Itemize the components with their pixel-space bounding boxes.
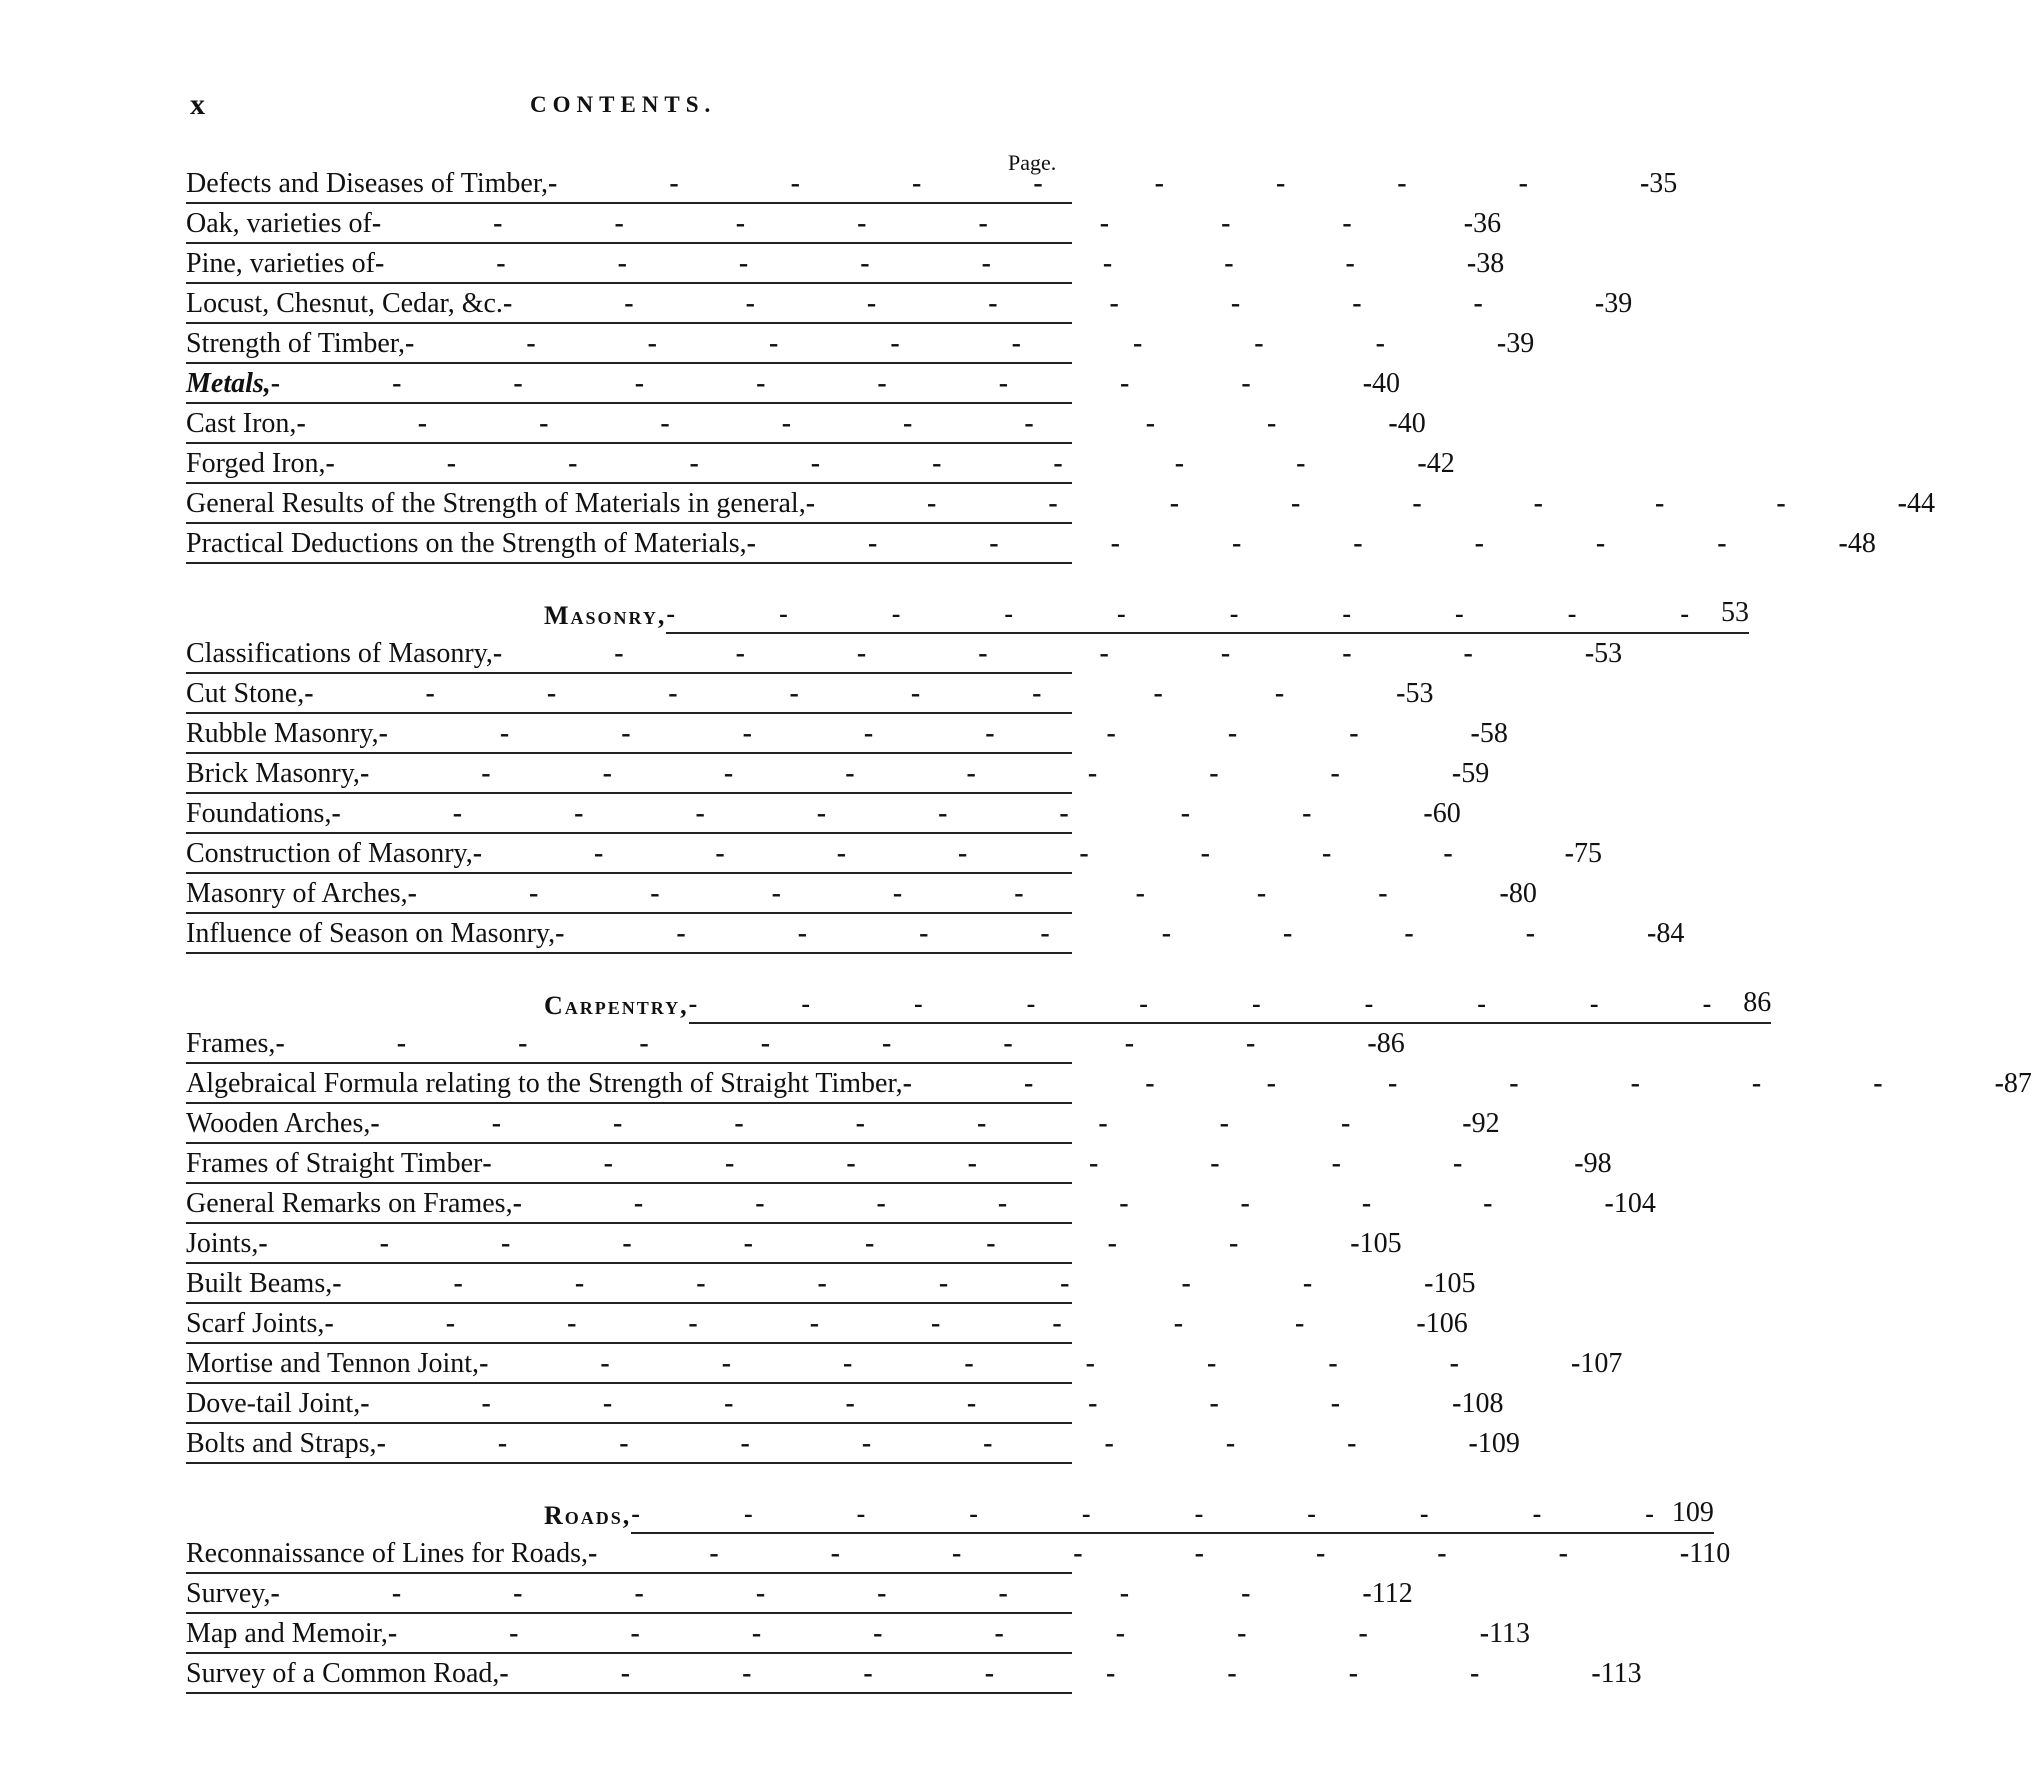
dot-leader: - - - - - - - - - - <box>746 528 1848 559</box>
entry-page-number: 42 <box>1426 448 1455 479</box>
entry-page-number: 80 <box>1508 878 1537 909</box>
entry-page-number: 38 <box>1476 248 1505 279</box>
section-rule <box>689 987 1772 1024</box>
dot-leader: - - - - - - - - - - <box>548 168 1650 199</box>
section-heading <box>186 594 1750 634</box>
entry-page-number: 86 <box>1376 1028 1405 1059</box>
section-heading <box>186 984 1772 1024</box>
section-rule <box>666 597 1749 634</box>
entry-page-number: 108 <box>1461 1388 1504 1419</box>
entry-title: Mortise and Tennon Joint, <box>186 1348 480 1379</box>
dot-leader: - - - - - - - - - - <box>270 368 1373 399</box>
entry-page-number: 110 <box>1689 1538 1731 1569</box>
entry-page-number: 84 <box>1656 918 1685 949</box>
toc-entry <box>186 1614 1531 1654</box>
entry-page-number: 44 <box>1906 488 1935 519</box>
toc-entry <box>186 834 1602 874</box>
entry-page-number: 98 <box>1583 1148 1612 1179</box>
entry-title: Strength of Timber, <box>186 328 406 359</box>
dot-leader: - - - - - - - - - - <box>360 1388 1462 1419</box>
entry-title: Dove-tail Joint, <box>186 1388 361 1419</box>
toc-entry <box>186 364 1401 404</box>
toc-entry <box>186 674 1434 714</box>
entry-title: Cast Iron, <box>186 408 297 439</box>
entry-page-number: 35 <box>1649 168 1678 199</box>
section-heading <box>186 1494 1714 1534</box>
toc-entry <box>186 914 1685 954</box>
toc-entry <box>186 1184 1656 1224</box>
entry-title: Construction of Masonry, <box>186 838 473 869</box>
entry-title: Wooden Arches, <box>186 1108 371 1139</box>
dot-leader: - - - - - - - - - - <box>588 1538 1690 1569</box>
toc-entry <box>186 714 1508 754</box>
entry-page-number: 53 <box>1405 678 1434 709</box>
toc-entry <box>186 634 1623 674</box>
dot-leader: - - - - - - - - - - <box>370 1108 1472 1139</box>
entry-page-number: 48 <box>1847 528 1876 559</box>
entry-title: Reconnaissance of Lines for Roads, <box>186 1538 588 1569</box>
dot-leader: - - - - - - - - - - <box>275 1028 1377 1059</box>
dot-leader: - - - - - - - - - - <box>902 1068 2004 1099</box>
entry-title: Practical Deductions on the Strength of Materials, <box>186 528 747 559</box>
dot-leader: - - - - - - - - - - <box>499 1658 1601 1689</box>
page-column-label: Page. <box>1008 150 1057 175</box>
toc-entry <box>186 1424 1520 1464</box>
section-title: Roads, <box>544 1501 632 1530</box>
toc-entry <box>186 404 1426 444</box>
entry-page-number: 87 <box>2003 1068 2032 1099</box>
toc-entry <box>186 1304 1468 1344</box>
entry-title: Survey, <box>186 1578 271 1609</box>
entry-page-number: 105 <box>1433 1268 1476 1299</box>
dot-leader: - - - - - - - - - - <box>258 1228 1360 1259</box>
section-page-number: 53 <box>1721 597 1750 628</box>
dot-leader: - - - - - - - - - - <box>387 1618 1490 1649</box>
toc-entry <box>186 524 1876 564</box>
page-title: CONTENTS. <box>530 92 717 117</box>
section-title: Carpentry, <box>544 991 689 1020</box>
dot-leader: - - - - - - - - - - <box>376 1428 1478 1459</box>
section-title: Masonry, <box>544 601 667 630</box>
dot-leader: - - - - - - - - - - <box>374 248 1477 279</box>
entry-title: General Results of the Strength of Materials in general, <box>186 488 806 519</box>
entry-page-number: 112 <box>1371 1578 1413 1609</box>
toc-entry <box>186 1384 1504 1424</box>
entry-page-number: 40 <box>1372 368 1401 399</box>
entry-page-number: 106 <box>1425 1308 1468 1339</box>
entry-page-number: 36 <box>1473 208 1502 239</box>
toc-entry <box>186 874 1537 914</box>
entry-title: Pine, varieties of <box>186 248 375 279</box>
dot-leader: - - - - - - - - - - <box>378 718 1480 749</box>
dot-leader: - - - - - - - - - - <box>805 488 1907 519</box>
toc-entry <box>186 204 1502 244</box>
toc-entry <box>186 444 1455 484</box>
entry-page-number: 58 <box>1479 718 1508 749</box>
dot-leader: - - - - - - - - - - <box>492 638 1595 669</box>
entry-page-number: 39 <box>1506 328 1535 359</box>
entry-title: Oak, varieties of <box>186 208 372 239</box>
entry-page-number: 92 <box>1471 1108 1500 1139</box>
dot-leader: - - - - - - - - - - <box>407 878 1509 909</box>
toc-entry <box>186 484 1935 524</box>
dot-leader: - - - - - - - - - - <box>270 1578 1372 1609</box>
dot-leader: - - - - - - - - - - <box>688 989 1712 1018</box>
toc-entry <box>186 244 1505 284</box>
section-page-number: 86 <box>1743 987 1772 1018</box>
toc-entry <box>186 1224 1402 1264</box>
dot-leader: - - - - - - - - - - <box>332 1268 1434 1299</box>
toc-entry <box>186 1344 1623 1384</box>
entry-title: Brick Masonry, <box>186 758 360 789</box>
section-page-number: 109 <box>1671 1497 1714 1528</box>
entry-page-number: 109 <box>1477 1428 1520 1459</box>
entry-title: Defects and Diseases of Timber, <box>186 168 549 199</box>
entry-title: Bolts and Straps, <box>186 1428 377 1459</box>
toc-entry <box>186 164 1678 204</box>
toc-entry <box>186 1264 1476 1304</box>
entry-page-number: 60 <box>1432 798 1461 829</box>
entry-title: Locust, Chesnut, Cedar, &c. <box>186 288 503 319</box>
dot-leader: - - - - - - - - - - <box>631 1499 1654 1528</box>
dot-leader: - - - - - - - - - - <box>479 1348 1581 1379</box>
toc-entry <box>186 1024 1405 1064</box>
dot-leader: - - - - - - - - - - <box>296 408 1398 439</box>
entry-title: Frames of Straight Timber <box>186 1148 483 1179</box>
entry-title: Masonry of Arches, <box>186 878 408 909</box>
entry-title: Joints, <box>186 1228 259 1259</box>
entry-title: Frames, <box>186 1028 276 1059</box>
dot-leader: - - - - - - - - - - <box>472 838 1574 869</box>
entry-title: Foundations, <box>186 798 332 829</box>
dot-leader: - - - - - - - - - - <box>331 798 1433 829</box>
entry-page-number: 75 <box>1573 838 1602 869</box>
table-of-contents <box>186 164 2032 1694</box>
dot-leader: - - - - - - - - - - <box>325 448 1427 479</box>
entry-title: Algebraical Formula relating to the Strength of Straight Timber, <box>186 1068 903 1099</box>
toc-entry <box>186 1654 1642 1694</box>
entry-title: Classifications of Masonry, <box>186 638 493 669</box>
entry-title: General Remarks on Frames, <box>186 1188 513 1219</box>
entry-title: Built Beams, <box>186 1268 333 1299</box>
entry-title: Scarf Joints, <box>186 1308 325 1339</box>
entry-page-number: 113 <box>1600 1658 1642 1689</box>
entry-title: Influence of Season on Masonry, <box>186 918 556 949</box>
dot-leader: - - - - - - - - - - <box>512 1188 1614 1219</box>
entry-page-number: 105 <box>1359 1228 1402 1259</box>
toc-entry <box>186 1064 2032 1104</box>
entry-page-number: 113 <box>1489 1618 1531 1649</box>
entry-title: Rubble Masonry, <box>186 718 379 749</box>
entry-page-number: 107 <box>1580 1348 1623 1379</box>
toc-entry <box>186 1104 1500 1144</box>
toc-entry <box>186 1574 1413 1614</box>
dot-leader: - - - - - - - - - - <box>405 328 1507 359</box>
dot-leader: - - - - - - - - - - <box>359 758 1462 789</box>
dot-leader: - - - - - - - - - - <box>666 599 1690 628</box>
toc-entry <box>186 1144 1612 1184</box>
entry-title: Cut Stone, <box>186 678 305 709</box>
dot-leader: - - - - - - - - - - <box>371 208 1474 239</box>
toc-entry <box>186 284 1633 324</box>
toc-entry <box>186 324 1535 364</box>
dot-leader: - - - - - - - - - - <box>482 1148 1584 1179</box>
running-head <box>190 88 1070 128</box>
entry-title: Survey of a Common Road, <box>186 1658 500 1689</box>
entry-title: Forged Iron, <box>186 448 326 479</box>
dot-leader: - - - - - - - - - - <box>324 1308 1426 1339</box>
dot-leader: - - - - - - - - - - <box>304 678 1406 709</box>
toc-entry <box>186 754 1490 794</box>
entry-page-number: 40 <box>1397 408 1426 439</box>
dot-leader: - - - - - - - - - - <box>502 288 1605 319</box>
entry-page-number: 59 <box>1461 758 1490 789</box>
toc-entry <box>186 1534 1731 1574</box>
toc-entry <box>186 794 1461 834</box>
dot-leader: - - - - - - - - - - <box>555 918 1657 949</box>
entry-title: Map and Memoir, <box>186 1618 388 1649</box>
page-folio: x <box>190 88 205 121</box>
entry-title: Metals, <box>186 368 271 399</box>
section-rule <box>631 1497 1714 1534</box>
entry-page-number: 104 <box>1613 1188 1656 1219</box>
entry-page-number: 39 <box>1604 288 1633 319</box>
entry-page-number: 53 <box>1594 638 1623 669</box>
